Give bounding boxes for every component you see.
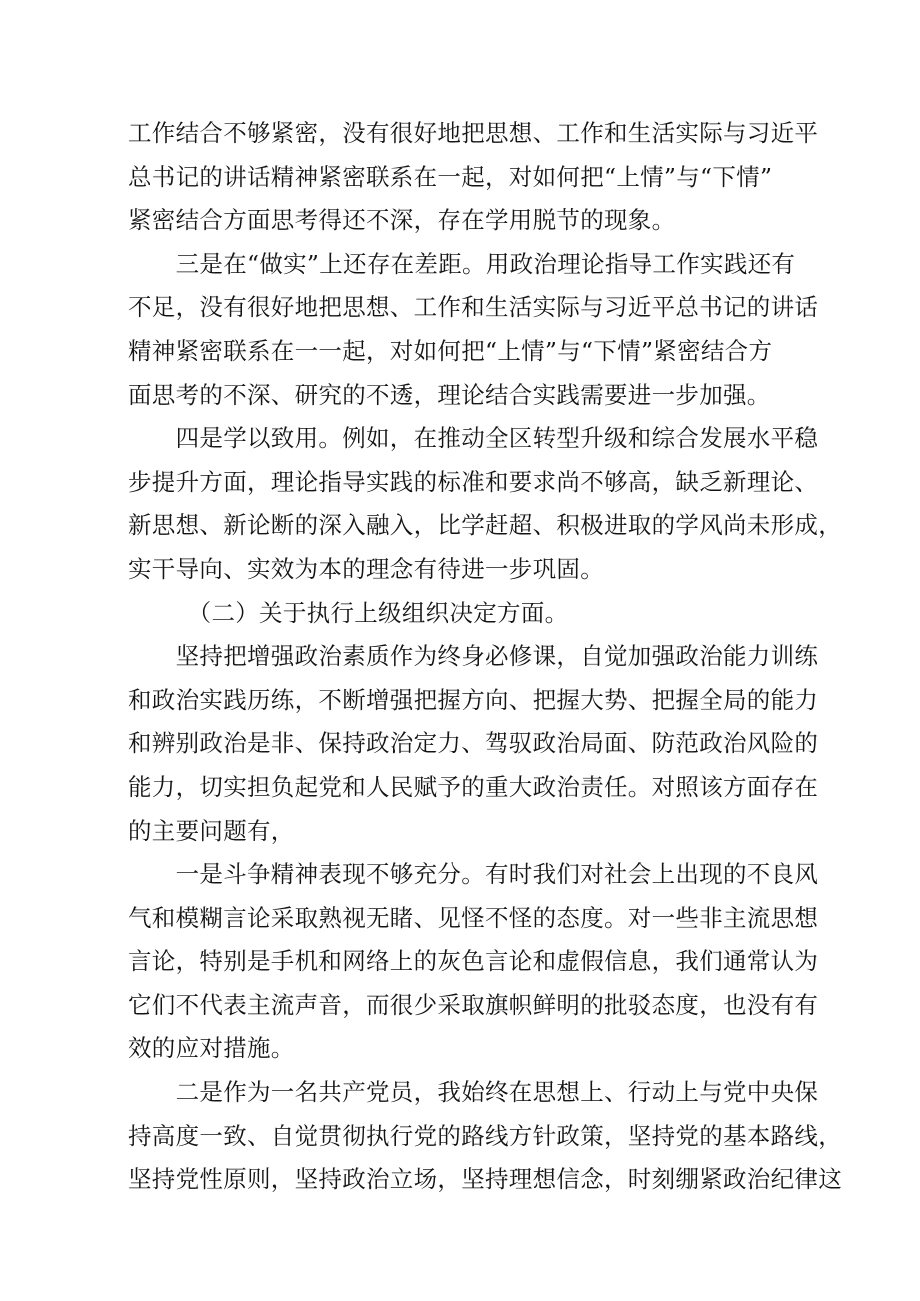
text-line: 步提升方面，理论指导实践的标准和要求尚不够高，缺乏新理论、 [128,467,819,496]
text-line: 三是在“做实”上还存在差距。用政治理论指导工作实践还有 [128,249,796,278]
document-body [128,112,842,1202]
section-heading: （二）关于执行上级组织决定方面。 [128,598,569,627]
text-line: 总书记的讲话精神紧密联系在一起，对如何把“上情”与“下情” [128,162,773,191]
text-line: 言论，特别是手机和网络上的灰色言论和虚假信息，我们通常认为 [128,947,819,976]
text-line: 二是作为一名共产党员，我始终在思想上、行动上与党中央保 [128,1078,819,1107]
text-line: 能力，切实担负起党和人民赋予的重大政治责任。对照该方面存在 [128,772,819,801]
text-line: 精神紧密联系在一一起，对如何把“上情”与“下情”紧密结合方 [128,336,773,365]
text-line: 和辨别政治是非、保持政治定力、驾驭政治局面、防范政治风险的 [128,729,819,758]
text-line: 紧密结合方面思考得还不深，存在学用脱节的现象。 [128,206,676,235]
text-line: 的主要问题有， [128,816,295,845]
text-line: 面思考的不深、研究的不透，理论结合实践需要进一步加强。 [128,380,771,409]
text-line: 持高度一致、自觉贯彻执行党的路线方针政策，坚持党的基本路线， [128,1121,842,1150]
text-line: 新思想、新论断的深入融入，比学赶超、积极进取的学风尚未形成， [128,511,842,540]
text-line: 和政治实践历练，不断增强把握方向、把握大势、把握全局的能力 [128,685,819,714]
text-line: 它们不代表主流声音，而很少采取旗帜鲜明的批驳态度，也没有有 [128,990,819,1019]
text-line: 坚持把增强政治素质作为终身必修课，自觉加强政治能力训练 [128,642,819,671]
text-line: 实干导向、实效为本的理念有待进一步巩固。 [128,554,604,583]
text-line: 不足，没有很好地把思想、工作和生活实际与习近平总书记的讲话 [128,293,819,322]
text-line: 一是斗争精神表现不够充分。有时我们对社会上出现的不良风 [128,860,819,889]
text-line: 效的应对措施。 [128,1034,295,1063]
text-line: 四是学以致用。例如，在推动全区转型升级和综合发展水平稳 [128,424,819,453]
text-line: 坚持党性原则，坚持政治立场，坚持理想信念，时刻绷紧政治纪律这 [128,1165,842,1194]
text-line: 工作结合不够紧密，没有很好地把思想、工作和生活实际与习近平 [128,119,819,147]
text-line: 气和模糊言论采取熟视无睹、见怪不怪的态度。对一些非主流思想 [128,903,819,932]
